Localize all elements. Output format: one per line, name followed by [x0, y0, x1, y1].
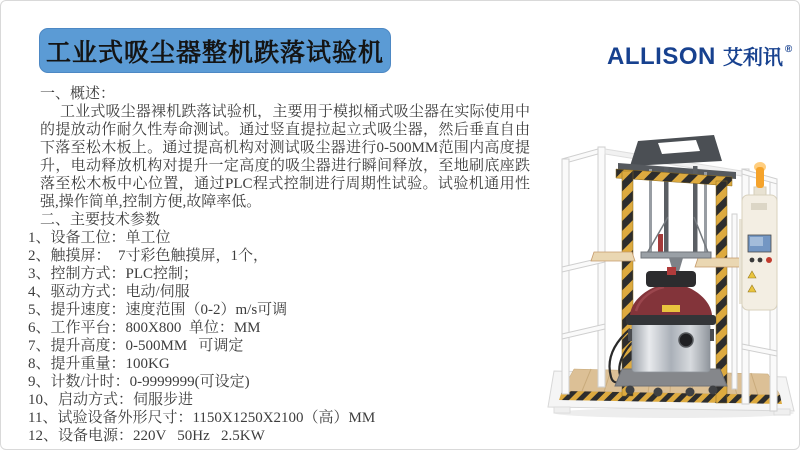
spec-item: 1、设备工位：单工位 — [28, 230, 171, 246]
spec-item: 5、提升速度：速度范围（0-2）m/s可调 — [28, 302, 288, 318]
product-photo — [546, 119, 800, 419]
spec-item: 7、提升高度：0-500MM 可调定 — [28, 338, 244, 354]
hose-inlet — [679, 333, 693, 347]
spec-item: 3、控制方式：PLC控制； — [28, 266, 199, 282]
machine-frame-left — [562, 147, 605, 394]
spec-item: 9、计数/计时：0-9999999(可设定) — [28, 374, 250, 390]
spec-item: 2、触摸屏： 7寸彩色触摸屏，1个， — [28, 248, 269, 264]
spec-item: 8、提升重量：100KG — [28, 356, 170, 372]
brand-name-cn: 艾利讯 — [722, 47, 783, 69]
specs-heading: 二、主要技术参数 — [40, 212, 161, 228]
panel-button — [758, 258, 763, 263]
brand-name-en: ALLISON — [607, 43, 716, 70]
registered-mark-icon: ® — [784, 44, 793, 55]
spec-item: 10、启动方式：伺服步进 — [28, 392, 194, 408]
spec-item: 11、试验设备外形尺寸：1150X1250X2100（高）MM — [28, 410, 376, 426]
spec-item: 12、设备电源：220V 50Hz 2.5KW — [28, 428, 265, 444]
spec-item: 4、驱动方式：电动/伺服 — [28, 284, 190, 300]
brand-logo — [607, 41, 792, 71]
panel-label — [751, 203, 767, 210]
panel-button — [750, 258, 755, 263]
description-column — [1, 85, 546, 445]
overview-paragraph: 工业式吸尘器裸机跌落试验机，主要用于模拟桶式吸尘器在实际使用中的提放动作耐久性寿命测试。通过竖直提拉起立式吸尘器，然后垂直自由下落至松木板上。通过提高机构对测试吸尘器进行0-500MM范围内高度提升，电动释放机构对提升一定高度的吸尘器进行瞬间释放，至地刷底座跌落至松木板中心位置，通过PLC程式控制进行周期性试验。试验机通用性强,操作简单,控制方便,故障率低。 — [40, 104, 530, 210]
vacuum-drum — [632, 323, 710, 372]
page-title — [39, 28, 391, 73]
page-title-text: 工业式吸尘器整机跌落试验机 — [45, 39, 384, 67]
emergency-stop-button — [766, 257, 772, 263]
vacuum-label — [662, 305, 680, 312]
spec-item: 6、工作平台：800X800 单位：MM — [28, 320, 261, 336]
drop-test-machine-illustration — [546, 119, 800, 419]
spec-list — [28, 229, 546, 445]
signal-light — [756, 167, 764, 188]
overview-heading: 一、概述： — [40, 86, 116, 102]
